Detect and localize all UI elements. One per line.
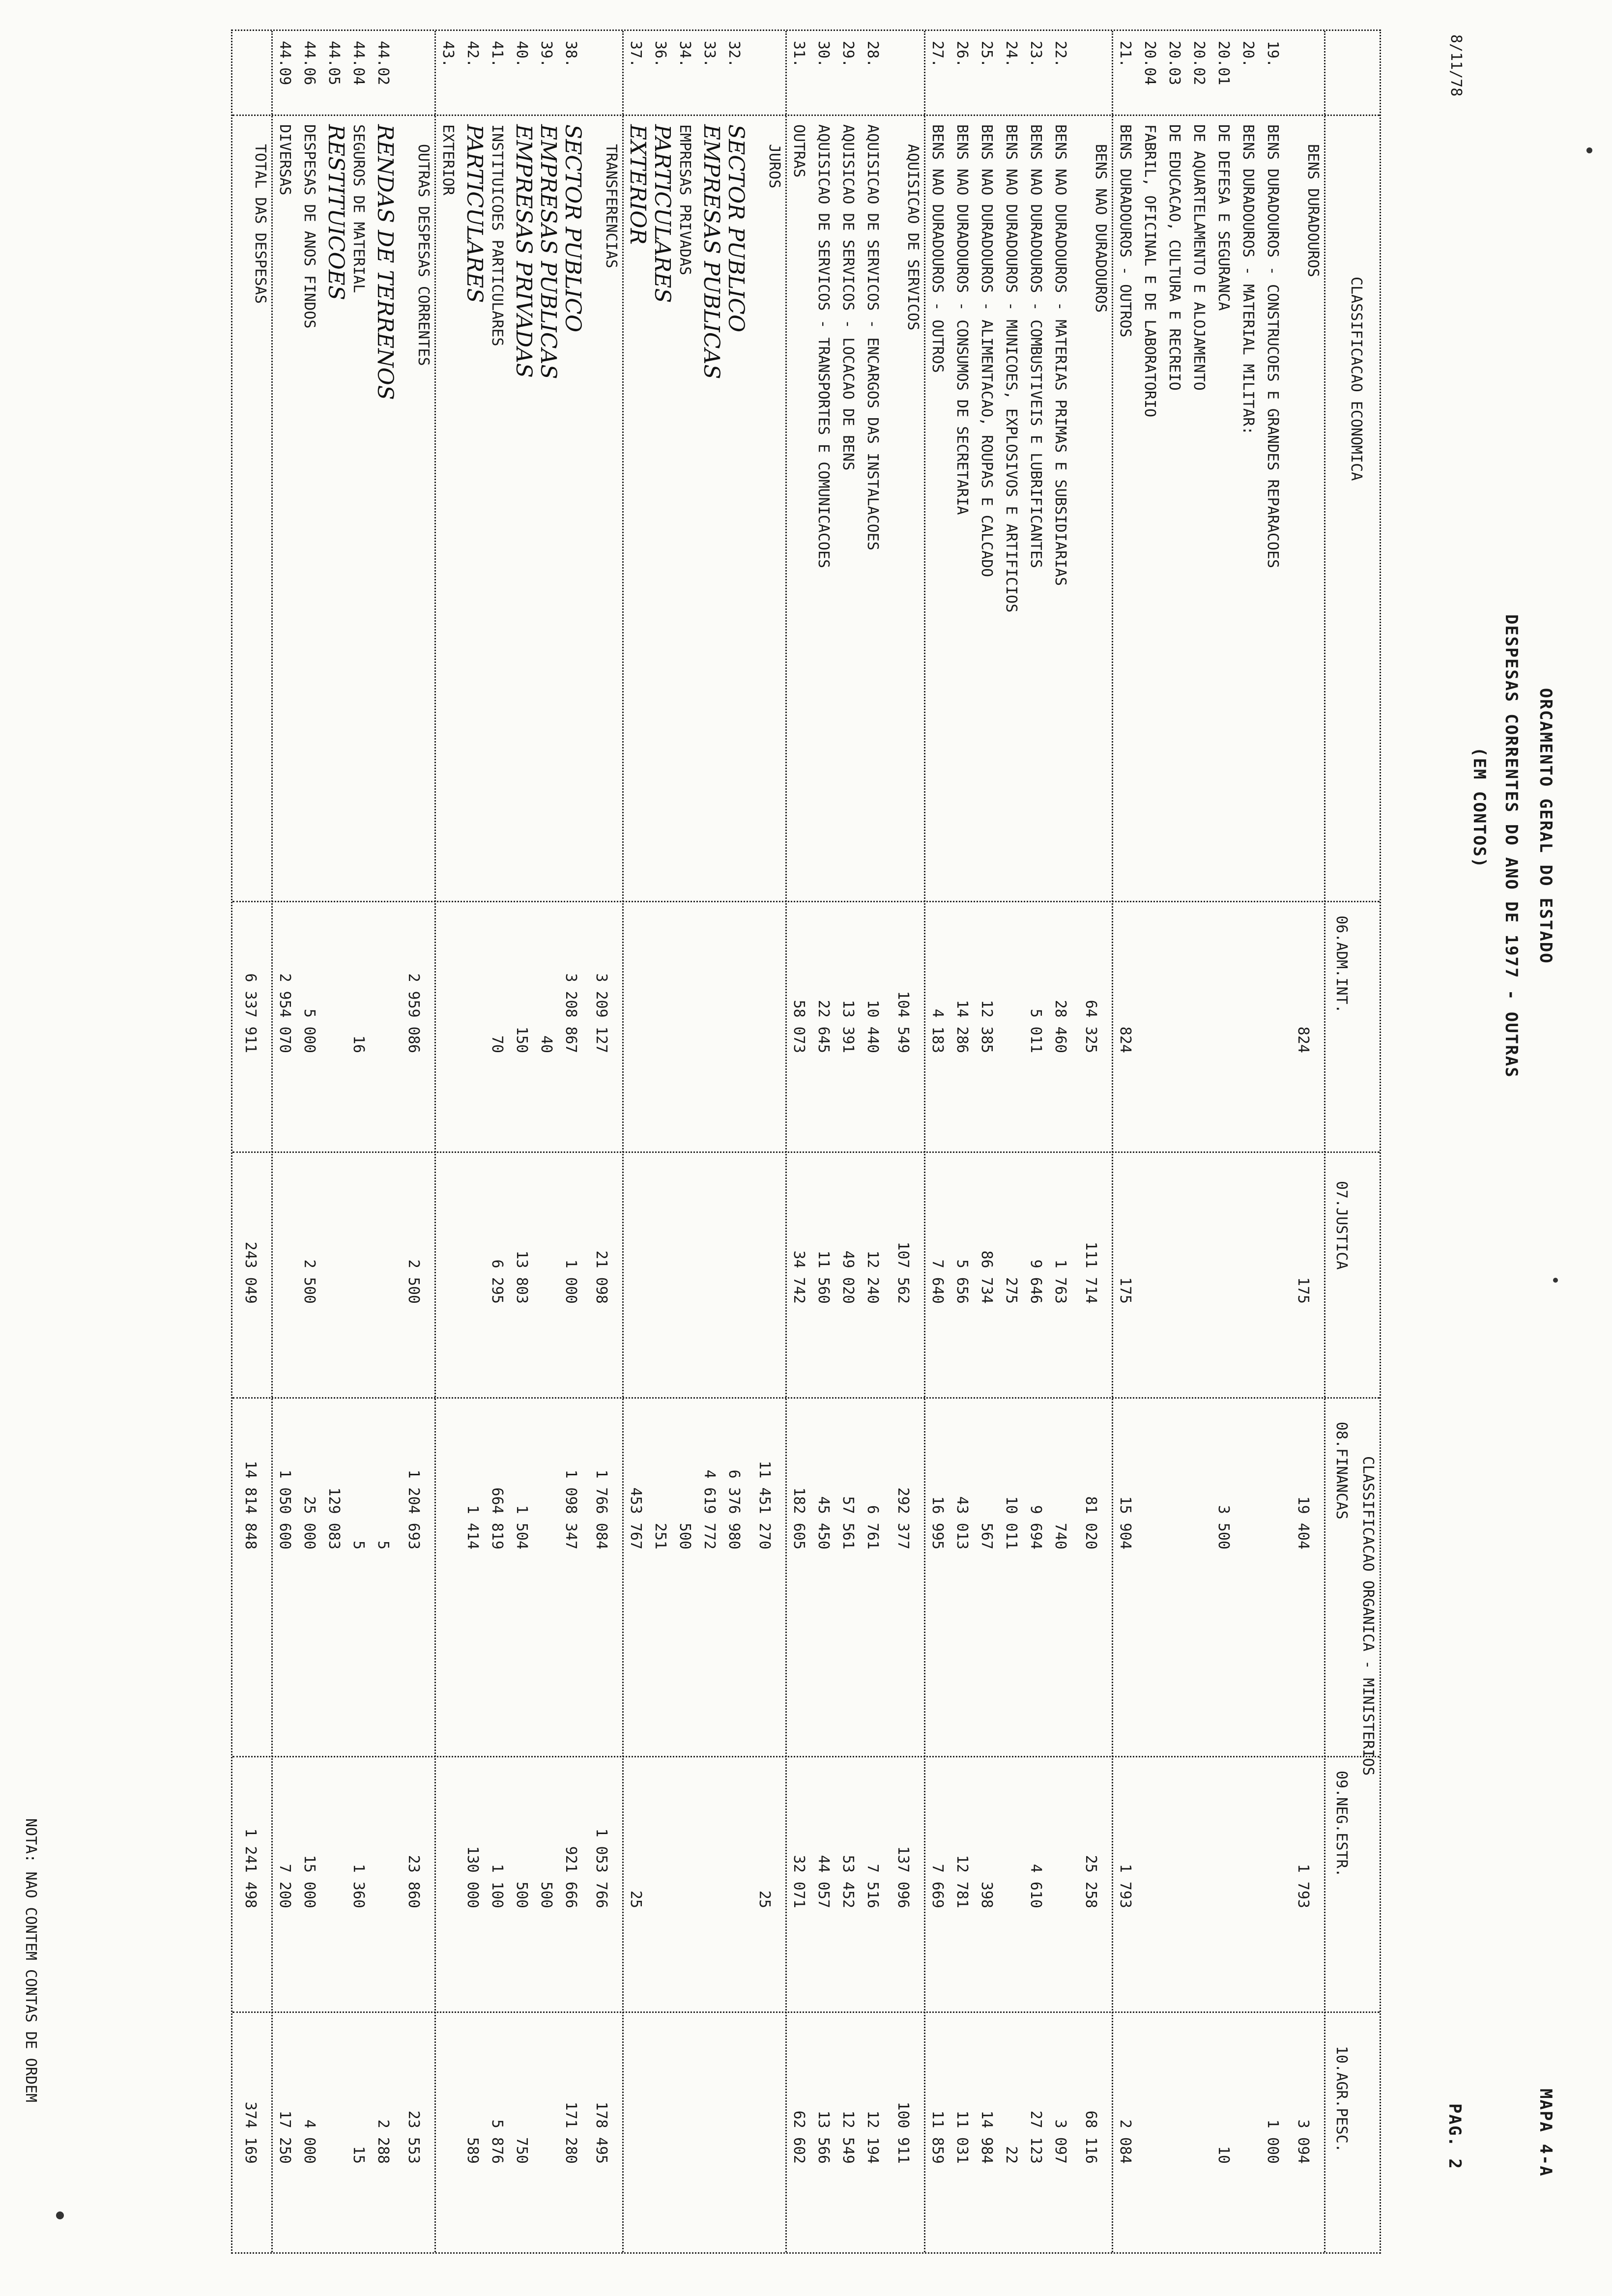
page-number: PAG. 2	[1445, 2103, 1465, 2170]
cell-col-3: 1 414	[464, 1505, 481, 1550]
row-separator	[271, 31, 273, 2252]
cell-col-4: 25	[627, 1890, 644, 1908]
cell-col-1: 40	[538, 1035, 555, 1053]
row-code: 44.05	[325, 41, 343, 86]
row-code: 29.	[839, 41, 857, 68]
cell-col-1: 4 183	[929, 1008, 946, 1053]
table-row	[950, 31, 975, 2252]
row-label: EXTERIOR	[625, 124, 650, 245]
row-label: AQUISICAO DE SERVICOS - TRANSPORTES E COMUNICACOES	[815, 124, 832, 569]
table-row	[436, 31, 461, 2252]
cell-col-4: 53 452	[839, 1855, 857, 1908]
column-divider	[232, 901, 1380, 902]
cell-col-1: 150	[513, 1026, 530, 1053]
table-row	[1024, 31, 1048, 2252]
row-code: 41.	[489, 41, 506, 68]
footnote: NOTA: NAO CONTEM CONTAS DE ORDEM	[22, 1818, 39, 2102]
table-row	[534, 31, 559, 2252]
cell-col-1: 824	[1295, 1026, 1312, 1053]
subtotal-row	[747, 31, 787, 2252]
table-row	[697, 31, 722, 2252]
row-code: 20.03	[1166, 41, 1183, 86]
cell-col-3: 453 767	[627, 1487, 644, 1550]
row-label: BENS DURADOUROS - MATERIAL MILITAR:	[1239, 124, 1257, 435]
cell-col-4: 25	[756, 1890, 773, 1908]
cell-col-1: 14 286	[953, 1000, 971, 1053]
table-row	[925, 31, 950, 2252]
row-code: 32.	[725, 41, 743, 68]
row-separator	[924, 31, 925, 2252]
row-code: 40.	[513, 41, 530, 68]
table-row	[975, 31, 999, 2252]
cell-col-3: 1 050 600	[276, 1469, 293, 1550]
cell-col-4: 12 781	[953, 1855, 971, 1908]
table-row	[811, 31, 836, 2252]
column-divider	[232, 2011, 1380, 2013]
cell-col-1: 3 209 127	[593, 973, 610, 1053]
table-row	[297, 31, 322, 2252]
cell-col-4: 921 666	[562, 1846, 579, 1908]
row-label: FABRIL, OFICINAL E DE LABORATORIO	[1141, 124, 1158, 418]
cell-col-3: 1 504	[513, 1505, 530, 1550]
scan-speck	[1586, 147, 1592, 153]
table-row	[861, 31, 885, 2252]
row-label: RESTITUICOES	[323, 124, 348, 300]
row-label: DIVERSAS	[276, 124, 293, 196]
scan-speck	[1553, 1278, 1558, 1283]
cell-col-1: 16	[350, 1035, 367, 1053]
column-divider	[232, 115, 1380, 116]
cell-col-2: 243 049	[242, 1241, 259, 1304]
cell-col-4: 137 096	[894, 1846, 912, 1908]
cell-col-5: 23 553	[405, 2110, 422, 2164]
row-label: BENS DURADOUROS - OUTROS	[1117, 124, 1134, 338]
cell-col-5: 3 097	[1052, 2119, 1069, 2164]
cell-col-4: 1 360	[350, 1864, 367, 1908]
row-label: BENS NAO DURADOUROS - COMBUSTIVEIS E LUBRIFICANTES	[1027, 124, 1044, 569]
cell-col-5: 12 549	[839, 2110, 857, 2164]
cell-col-1: 5 011	[1027, 1008, 1044, 1053]
cell-col-5: 178 495	[593, 2101, 610, 2164]
cell-col-3: 81 020	[1082, 1496, 1099, 1550]
cell-col-4: 500	[513, 1881, 530, 1908]
table-row	[346, 31, 371, 2252]
row-label: OUTRAS DESPESAS CORRENTES	[415, 144, 432, 366]
cell-col-5: 17 250	[276, 2110, 293, 2164]
row-label: DE DEFESA E SEGURANCA	[1215, 124, 1232, 311]
row-label: PARTICULARES	[650, 124, 675, 303]
row-code: 42.	[464, 41, 481, 68]
row-label: AQUISICAO DE SERVICOS	[904, 144, 921, 331]
cell-col-3: 251	[652, 1522, 669, 1550]
row-separator	[622, 31, 624, 2252]
row-code: 33.	[701, 41, 718, 68]
cell-col-5: 750	[513, 2137, 530, 2164]
row-label: EMPRESAS PUBLICAS	[536, 124, 561, 379]
cell-col-3: 9 694	[1027, 1505, 1044, 1550]
row-code: 21.	[1117, 41, 1134, 68]
row-code: 23.	[1027, 41, 1044, 68]
row-code: 28.	[864, 41, 881, 68]
cell-col-3: 15 904	[1117, 1496, 1134, 1550]
cell-col-4: 4 610	[1027, 1864, 1044, 1908]
scan-speck	[56, 2211, 64, 2219]
col-code-08: 08.FINANCAS	[1333, 1422, 1350, 1520]
cell-col-5: 2 084	[1117, 2119, 1134, 2164]
cell-col-5: 171 280	[562, 2101, 579, 2164]
cell-col-1: 12 385	[978, 1000, 995, 1053]
cell-col-1: 13 391	[839, 1000, 857, 1053]
row-code: 43.	[439, 41, 457, 68]
row-code: 44.02	[374, 41, 392, 86]
cell-col-4: 7 516	[864, 1864, 881, 1908]
subtotal-row	[396, 31, 436, 2252]
cell-col-4: 15 000	[301, 1855, 318, 1908]
row-code: 36.	[652, 41, 669, 68]
cell-col-3: 6 761	[864, 1505, 881, 1550]
cell-col-4: 1 241 498	[242, 1828, 259, 1908]
cell-col-1: 10 440	[864, 1000, 881, 1053]
cell-col-4: 1 793	[1117, 1864, 1134, 1908]
cell-col-4: 130 000	[464, 1846, 481, 1908]
cell-col-1: 64 325	[1082, 1000, 1099, 1053]
cell-col-5: 22	[1003, 2146, 1020, 2164]
cell-col-2: 34 742	[790, 1250, 807, 1304]
row-label: BENS DURADOUROS - CONSTRUCOES E GRANDES REPARACOES	[1264, 124, 1281, 569]
row-label: EXTERIOR	[439, 124, 457, 196]
table-row	[648, 31, 673, 2252]
cell-col-5: 12 194	[864, 2110, 881, 2164]
row-code: 31.	[790, 41, 807, 68]
row-code: 20.01	[1215, 41, 1232, 86]
cell-col-2: 2 500	[301, 1259, 318, 1304]
row-label: DE EDUCACAO, CULTURA E RECREIO	[1166, 124, 1183, 391]
row-code: 22.	[1052, 41, 1069, 68]
cell-col-1: 2 959 086	[405, 973, 422, 1053]
cell-col-5: 15	[350, 2146, 367, 2164]
cell-col-4: 398	[978, 1881, 995, 1908]
cell-col-2: 175	[1117, 1277, 1134, 1304]
cell-col-2: 2 500	[405, 1259, 422, 1304]
cell-col-1: 6 337 911	[242, 973, 259, 1053]
cell-col-5: 3 094	[1295, 2119, 1312, 2164]
table-row	[624, 31, 648, 2252]
row-label: TOTAL DAS DESPESAS	[252, 144, 269, 304]
cell-col-1: 3 208 867	[562, 973, 579, 1053]
cell-col-5: 27 123	[1027, 2110, 1044, 2164]
cell-col-5: 374 169	[242, 2101, 259, 2164]
cell-col-2: 13 803	[513, 1250, 530, 1304]
row-label: SECTOR PUBLICO	[560, 124, 585, 333]
row-label: BENS NAO DURADOUROS	[1092, 144, 1109, 313]
row-label: RENDAS DE TERRENOS	[373, 124, 398, 400]
table-body	[232, 31, 1325, 2252]
row-label: TRANSFERENCIAS	[603, 144, 620, 268]
cell-col-2: 175	[1295, 1277, 1312, 1304]
cell-col-5: 10	[1215, 2146, 1232, 2164]
row-label: EMPRESAS PRIVADAS	[511, 124, 536, 378]
cell-col-2: 9 646	[1027, 1259, 1044, 1304]
column-divider	[232, 1397, 1380, 1399]
cell-col-5: 1 000	[1264, 2119, 1281, 2164]
cell-col-3: 10 011	[1003, 1496, 1020, 1550]
table-row	[510, 31, 534, 2252]
cell-col-5: 2 288	[374, 2119, 392, 2164]
row-separator	[785, 31, 787, 2252]
cell-col-1: 824	[1117, 1026, 1134, 1053]
row-code: 20.02	[1190, 41, 1208, 86]
cell-col-2: 6 295	[489, 1259, 506, 1304]
row-code: 37.	[627, 41, 644, 68]
cell-col-2: 12 240	[864, 1250, 881, 1304]
cell-col-2: 1 000	[562, 1259, 579, 1304]
cell-col-3: 25 000	[301, 1496, 318, 1550]
col-code-06: 06.ADM.INT.	[1333, 916, 1350, 1013]
row-separator	[434, 31, 436, 2252]
col-code-10: 10.AGR.PESC.	[1333, 2046, 1350, 2152]
table-row	[1261, 31, 1285, 2252]
cell-col-4: 1 100	[489, 1864, 506, 1908]
table-row	[371, 31, 396, 2252]
subtotal-row	[1285, 31, 1325, 2252]
row-label: BENS NAO DURADOUROS - ALIMENTACAO, ROUPAS E CALCADO	[978, 124, 995, 577]
organic-header: CLASSIFICACAO ORGANICA - MINISTERIOS	[1359, 1456, 1377, 1776]
table-row	[273, 31, 297, 2252]
row-code: 27.	[929, 41, 946, 68]
row-separator	[1112, 31, 1113, 2252]
subtotal-row	[885, 31, 925, 2252]
cell-col-3: 1 098 347	[562, 1469, 579, 1550]
row-label: AQUISICAO DE SERVICOS - ENCARGOS DAS INSTALACOES	[864, 124, 881, 550]
row-label: SEGUROS DE MATERIAL	[350, 124, 367, 293]
cell-col-2: 111 714	[1082, 1241, 1099, 1304]
econ-header: CLASSIFICACAO ECONOMICA	[1348, 277, 1365, 481]
cell-col-5: 11 031	[953, 2110, 971, 2164]
cell-col-3: 5	[350, 1540, 367, 1550]
row-code: 34.	[676, 41, 693, 68]
table-row	[461, 31, 485, 2252]
cell-col-1: 58 073	[790, 1000, 807, 1053]
table-row	[1187, 31, 1211, 2252]
row-code: 20.	[1239, 41, 1257, 68]
cell-col-4: 7 200	[276, 1864, 293, 1908]
row-code: 25.	[978, 41, 995, 68]
cell-col-1: 70	[489, 1035, 506, 1053]
cell-col-3: 16 995	[929, 1496, 946, 1550]
cell-col-3: 740	[1052, 1522, 1069, 1550]
cell-col-2: 1 763	[1052, 1259, 1069, 1304]
subtotal-row	[1073, 31, 1113, 2252]
table-row	[999, 31, 1024, 2252]
cell-col-4: 500	[538, 1881, 555, 1908]
table-row	[1162, 31, 1187, 2252]
row-label: JUROS	[766, 144, 783, 189]
cell-col-5: 14 984	[978, 2110, 995, 2164]
row-code: 20.04	[1141, 41, 1158, 86]
row-label: AQUISICAO DE SERVICOS - LOCACAO DE BENS	[839, 124, 857, 471]
cell-col-4: 44 057	[815, 1855, 832, 1908]
table-row	[1211, 31, 1236, 2252]
cell-col-2: 5 656	[953, 1259, 971, 1304]
cell-col-2: 107 562	[894, 1241, 912, 1304]
row-code: 30.	[815, 41, 832, 68]
cell-col-2: 21 098	[593, 1250, 610, 1304]
cell-col-3: 4 619 772	[701, 1469, 718, 1550]
cell-col-3: 57 561	[839, 1496, 857, 1550]
cell-col-2: 275	[1003, 1277, 1020, 1304]
cell-col-5: 62 602	[790, 2110, 807, 2164]
column-divider	[232, 1151, 1380, 1153]
col-code-09: 09.NEG.ESTR.	[1333, 1771, 1350, 1877]
cell-col-3: 5	[374, 1540, 392, 1550]
row-label: INSTITUICOES PARTICULARES	[489, 124, 506, 346]
row-code: 26.	[953, 41, 971, 68]
cell-col-5: 100 911	[894, 2101, 912, 2164]
cell-col-2: 49 020	[839, 1250, 857, 1304]
row-label: OUTRAS	[790, 124, 807, 178]
row-code: 19.	[1264, 41, 1281, 68]
cell-col-4: 23 860	[405, 1855, 422, 1908]
row-label: BENS NAO DURADOUROS - MATERIAS PRIMAS E SUBSIDIARIAS	[1052, 124, 1069, 586]
row-code: 39.	[538, 41, 555, 68]
cell-col-3: 500	[676, 1522, 693, 1550]
cell-col-3: 11 451 270	[756, 1461, 773, 1550]
cell-col-3: 6 376 980	[725, 1469, 743, 1550]
subtotal-row	[232, 31, 273, 2252]
print-date: 8/11/78	[1447, 34, 1465, 97]
subtotal-row	[583, 31, 624, 2252]
row-label: EMPRESAS PUBLICAS	[699, 124, 724, 379]
table-row	[1138, 31, 1162, 2252]
table-row	[836, 31, 861, 2252]
row-code: 24.	[1003, 41, 1020, 68]
cell-col-5: 68 116	[1082, 2110, 1099, 2164]
cell-col-3: 1 766 084	[593, 1469, 610, 1550]
cell-col-2: 86 734	[978, 1250, 995, 1304]
cell-col-5: 4 000	[301, 2119, 318, 2164]
cell-col-5: 589	[464, 2137, 481, 2164]
cell-col-3: 1 204 693	[405, 1469, 422, 1550]
table-row	[485, 31, 510, 2252]
cell-col-3: 43 013	[953, 1496, 971, 1550]
table-row	[787, 31, 811, 2252]
table-header	[1325, 31, 1380, 2252]
row-label: EMPRESAS PRIVADAS	[676, 124, 693, 276]
units-note: (EM CONTOS)	[1469, 747, 1489, 869]
row-code: 44.06	[301, 41, 318, 86]
row-label: DE AQUARTELAMENTO E ALOJAMENTO	[1190, 124, 1208, 391]
row-code: 38.	[562, 41, 579, 68]
table-row	[722, 31, 747, 2252]
table-row	[1113, 31, 1138, 2252]
col-code-07: 07.JUSTICA	[1333, 1181, 1350, 1270]
cell-col-4: 7 669	[929, 1864, 946, 1908]
column-divider	[232, 1756, 1380, 1757]
expenditure-table	[231, 29, 1381, 2254]
cell-col-1: 2 954 070	[276, 973, 293, 1053]
cell-col-3: 182 605	[790, 1487, 807, 1550]
document-subtitle: DESPESAS CORRENTES DO ANO DE 1977 - OUTRAS	[1501, 614, 1521, 1078]
cell-col-2: 11 560	[815, 1250, 832, 1304]
cell-col-4: 1 053 766	[593, 1828, 610, 1908]
cell-col-2: 7 640	[929, 1259, 946, 1304]
cell-col-3: 14 814 848	[242, 1461, 259, 1550]
table-row	[1236, 31, 1261, 2252]
cell-col-5: 5 876	[489, 2119, 506, 2164]
cell-col-4: 32 071	[790, 1855, 807, 1908]
row-label: SECTOR PUBLICO	[723, 124, 748, 333]
row-label: BENS DURADOUROS	[1304, 144, 1322, 277]
cell-col-3: 45 450	[815, 1496, 832, 1550]
row-label: BENS NAO DURADOUROS - MUNICOES, EXPLOSIVOS E ARTIFICIOS	[1003, 124, 1020, 613]
table-row	[322, 31, 346, 2252]
table-row	[1048, 31, 1073, 2252]
row-code: 44.09	[276, 41, 293, 86]
cell-col-1: 5 000	[301, 1008, 318, 1053]
cell-col-5: 11 859	[929, 2110, 946, 2164]
cell-col-5: 13 566	[815, 2110, 832, 2164]
table-row	[559, 31, 583, 2252]
cell-col-3: 292 377	[894, 1487, 912, 1550]
row-code: 44.04	[350, 41, 367, 86]
map-id: MAPA 4-A	[1536, 2089, 1555, 2177]
row-label: BENS NAO DURADOUROS - CONSUMOS DE SECRETARIA	[953, 124, 971, 515]
cell-col-1: 22 645	[815, 1000, 832, 1053]
table-row	[673, 31, 697, 2252]
cell-col-1: 28 460	[1052, 1000, 1069, 1053]
cell-col-1: 104 549	[894, 991, 912, 1053]
cell-col-3: 19 404	[1295, 1496, 1312, 1550]
row-separator	[1324, 31, 1325, 2252]
cell-col-3: 664 819	[489, 1487, 506, 1550]
cell-col-4: 25 258	[1082, 1855, 1099, 1908]
row-label: BENS NAO DURADOUROS - OUTROS	[929, 124, 946, 373]
document-title: ORCAMENTO GERAL DO ESTADO	[1536, 688, 1555, 964]
row-label: PARTICULARES	[462, 124, 487, 303]
cell-col-3: 129 083	[325, 1487, 343, 1550]
row-label: DESPESAS DE ANOS FINDOS	[301, 124, 318, 329]
cell-col-4: 1 793	[1295, 1864, 1312, 1908]
cell-col-3: 567	[978, 1522, 995, 1550]
cell-col-3: 3 500	[1215, 1505, 1232, 1550]
